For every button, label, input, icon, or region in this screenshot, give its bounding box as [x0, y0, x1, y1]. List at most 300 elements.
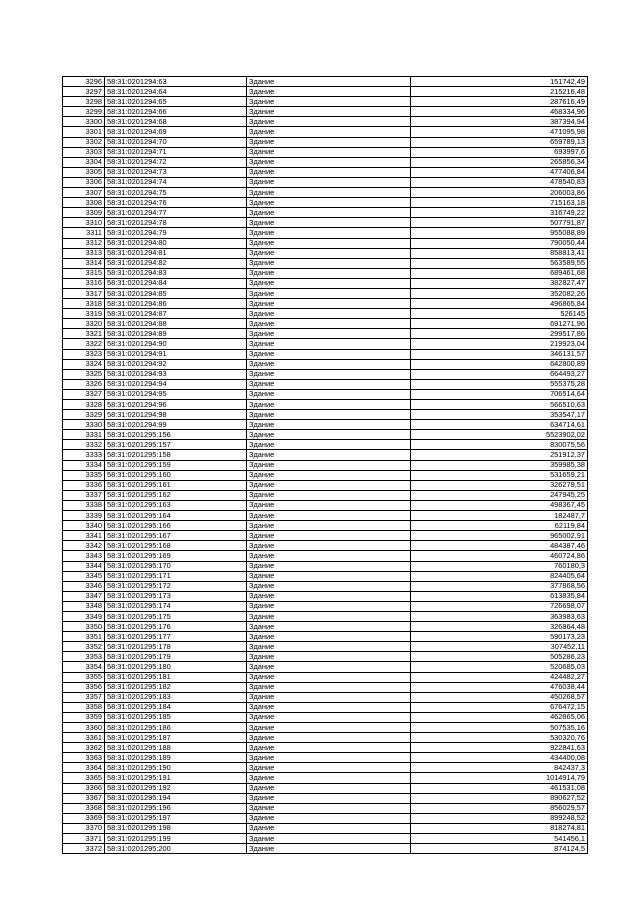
row-number: 3353: [63, 652, 105, 662]
cadastral-number: 58:31:0201294:82: [105, 258, 247, 268]
cadastral-number: 58:31:0201294:71: [105, 147, 247, 157]
cadastral-value: 299517,86: [411, 329, 588, 339]
object-type: Здание: [247, 400, 411, 410]
cadastral-number: 58:31:0201295:186: [105, 723, 247, 733]
object-type: Здание: [247, 369, 411, 379]
cadastral-number: 58:31:0201295:180: [105, 662, 247, 672]
row-number: 3366: [63, 783, 105, 793]
table-row: [63, 359, 588, 369]
cadastral-value: 507791,87: [411, 218, 588, 228]
row-number: 3325: [63, 369, 105, 379]
cadastral-value: 496865,84: [411, 299, 588, 309]
cadastral-number: 58:31:0201295:178: [105, 642, 247, 652]
table-row: [63, 248, 588, 258]
cadastral-number: 58:31:0201295:162: [105, 490, 247, 500]
cadastral-value: 505286,23: [411, 652, 588, 662]
cadastral-number: 58:31:0201295:200: [105, 844, 247, 854]
table-row: [63, 733, 588, 743]
cadastral-number: 58:31:0201295:196: [105, 803, 247, 813]
row-number: 3368: [63, 803, 105, 813]
object-type: Здание: [247, 763, 411, 773]
cadastral-number: 58:31:0201295:167: [105, 531, 247, 541]
table-row: [63, 813, 588, 823]
cadastral-number: 58:31:0201295:182: [105, 682, 247, 692]
row-number: 3327: [63, 389, 105, 399]
row-number: 3363: [63, 753, 105, 763]
cadastral-number: 58:31:0201295:175: [105, 611, 247, 621]
table-row: [63, 107, 588, 117]
table-row: [63, 541, 588, 551]
cadastral-number: 58:31:0201295:194: [105, 793, 247, 803]
cadastral-number: 58:31:0201295:181: [105, 672, 247, 682]
cadastral-value: 642800,89: [411, 359, 588, 369]
table-row: [63, 551, 588, 561]
row-number: 3339: [63, 511, 105, 521]
cadastral-number: 58:31:0201295:156: [105, 430, 247, 440]
object-type: Здание: [247, 622, 411, 632]
row-number: 3299: [63, 107, 105, 117]
object-type: Здание: [247, 480, 411, 490]
object-type: Здание: [247, 188, 411, 198]
object-type: Здание: [247, 672, 411, 682]
row-number: 3370: [63, 823, 105, 833]
cadastral-number: 58:31:0201295:171: [105, 571, 247, 581]
table-row: [63, 753, 588, 763]
object-type: Здание: [247, 712, 411, 722]
row-number: 3307: [63, 188, 105, 198]
data-sheet: [62, 76, 587, 854]
cadastral-value: 858813,41: [411, 248, 588, 258]
cadastral-number: 58:31:0201294:79: [105, 228, 247, 238]
table-row: [63, 349, 588, 359]
object-type: Здание: [247, 410, 411, 420]
row-number: 3315: [63, 268, 105, 278]
cadastral-number: 58:31:0201294:88: [105, 319, 247, 329]
object-type: Здание: [247, 844, 411, 854]
cadastral-number: 58:31:0201295:177: [105, 632, 247, 642]
cadastral-value: 247945,25: [411, 490, 588, 500]
object-type: Здание: [247, 309, 411, 319]
cadastral-value: 434400,08: [411, 753, 588, 763]
table-row: [63, 400, 588, 410]
table-row: [63, 420, 588, 430]
cadastral-number: 58:31:0201294:86: [105, 299, 247, 309]
cadastral-value: 890627,52: [411, 793, 588, 803]
cadastral-number: 58:31:0201295:184: [105, 702, 247, 712]
cadastral-number: 58:31:0201295:189: [105, 753, 247, 763]
table-row: [63, 278, 588, 288]
object-type: Здание: [247, 753, 411, 763]
row-number: 3349: [63, 611, 105, 621]
table-row: [63, 268, 588, 278]
row-number: 3358: [63, 702, 105, 712]
row-number: 3328: [63, 400, 105, 410]
cadastral-value: 206003,86: [411, 188, 588, 198]
row-number: 3347: [63, 591, 105, 601]
object-type: Здание: [247, 611, 411, 621]
cadastral-value: 387394,94: [411, 117, 588, 127]
table-row: [63, 460, 588, 470]
table-row: [63, 743, 588, 753]
cadastral-number: 58:31:0201294:66: [105, 107, 247, 117]
table-row: [63, 682, 588, 692]
cadastral-value: 265856,34: [411, 157, 588, 167]
table-row: [63, 652, 588, 662]
cadastral-value: 182487,7: [411, 511, 588, 521]
cadastral-value: 353547,17: [411, 410, 588, 420]
cadastral-value: 664493,27: [411, 369, 588, 379]
table-row: [63, 299, 588, 309]
row-number: 3348: [63, 601, 105, 611]
table-row: [63, 712, 588, 722]
table-row: [63, 611, 588, 621]
table-row: [63, 793, 588, 803]
row-number: 3344: [63, 561, 105, 571]
cadastral-number: 58:31:0201294:80: [105, 238, 247, 248]
row-number: 3350: [63, 622, 105, 632]
object-type: Здание: [247, 632, 411, 642]
object-type: Здание: [247, 339, 411, 349]
cadastral-value: 5523902,02: [411, 430, 588, 440]
row-number: 3355: [63, 672, 105, 682]
cadastral-number: 58:31:0201295:160: [105, 470, 247, 480]
row-number: 3310: [63, 218, 105, 228]
object-type: Здание: [247, 561, 411, 571]
row-number: 3302: [63, 137, 105, 147]
object-type: Здание: [247, 167, 411, 177]
object-type: Здание: [247, 662, 411, 672]
cadastral-value: 566510,63: [411, 400, 588, 410]
object-type: Здание: [247, 743, 411, 753]
cadastral-value: 462865,06: [411, 712, 588, 722]
row-number: 3361: [63, 733, 105, 743]
cadastral-value: 460724,86: [411, 551, 588, 561]
table-row: [63, 823, 588, 833]
table-row: [63, 87, 588, 97]
table-row: [63, 571, 588, 581]
row-number: 3316: [63, 278, 105, 288]
object-type: Здание: [247, 591, 411, 601]
cadastral-value: 634714,61: [411, 420, 588, 430]
table-row: [63, 450, 588, 460]
table-row: [63, 601, 588, 611]
table-row: [63, 208, 588, 218]
cadastral-value: 468334,96: [411, 107, 588, 117]
table-row: [63, 511, 588, 521]
row-number: 3359: [63, 712, 105, 722]
object-type: Здание: [247, 834, 411, 844]
table-row: [63, 622, 588, 632]
cadastral-number: 58:31:0201295:172: [105, 581, 247, 591]
table-row: [63, 763, 588, 773]
object-type: Здание: [247, 430, 411, 440]
object-type: Здание: [247, 531, 411, 541]
table-row: [63, 137, 588, 147]
row-number: 3304: [63, 157, 105, 167]
cadastral-value: 526145: [411, 309, 588, 319]
row-number: 3317: [63, 288, 105, 298]
table-row: [63, 288, 588, 298]
object-type: Здание: [247, 349, 411, 359]
object-type: Здание: [247, 87, 411, 97]
table-row: [63, 561, 588, 571]
table-row: [63, 500, 588, 510]
object-type: Здание: [247, 490, 411, 500]
cadastral-number: 58:31:0201294:87: [105, 309, 247, 319]
cadastral-number: 58:31:0201295:161: [105, 480, 247, 490]
cadastral-value: 287616,49: [411, 97, 588, 107]
cadastral-value: 706514,64: [411, 389, 588, 399]
row-number: 3351: [63, 632, 105, 642]
row-number: 3313: [63, 248, 105, 258]
row-number: 3322: [63, 339, 105, 349]
cadastral-number: 58:31:0201294:76: [105, 198, 247, 208]
row-number: 3319: [63, 309, 105, 319]
cadastral-number: 58:31:0201295:174: [105, 601, 247, 611]
cadastral-number: 58:31:0201294:65: [105, 97, 247, 107]
table-row: [63, 329, 588, 339]
table-row: [63, 642, 588, 652]
object-type: Здание: [247, 137, 411, 147]
table-row: [63, 440, 588, 450]
cadastral-number: 58:31:0201294:89: [105, 329, 247, 339]
row-number: 3331: [63, 430, 105, 440]
object-type: Здание: [247, 793, 411, 803]
row-number: 3336: [63, 480, 105, 490]
row-number: 3306: [63, 177, 105, 187]
cadastral-number: 58:31:0201294:81: [105, 248, 247, 258]
table-row: [63, 480, 588, 490]
cadastral-value: 476038,44: [411, 682, 588, 692]
cadastral-value: 830075,56: [411, 440, 588, 450]
row-number: 3345: [63, 571, 105, 581]
row-number: 3308: [63, 198, 105, 208]
row-number: 3311: [63, 228, 105, 238]
table-row: [63, 127, 588, 137]
row-number: 3329: [63, 410, 105, 420]
row-number: 3318: [63, 299, 105, 309]
table-row: [63, 834, 588, 844]
table-row: [63, 490, 588, 500]
row-number: 3309: [63, 208, 105, 218]
object-type: Здание: [247, 450, 411, 460]
table-row: [63, 369, 588, 379]
object-type: Здание: [247, 359, 411, 369]
table-row: [63, 238, 588, 248]
table-row: [63, 430, 588, 440]
cadastral-number: 58:31:0201295:169: [105, 551, 247, 561]
table-row: [63, 218, 588, 228]
cadastral-value: 498367,45: [411, 500, 588, 510]
row-number: 3326: [63, 379, 105, 389]
cadastral-number: 58:31:0201294:93: [105, 369, 247, 379]
table-row: [63, 258, 588, 268]
row-number: 3365: [63, 773, 105, 783]
cadastral-value: 676472,15: [411, 702, 588, 712]
cadastral-value: 382827,47: [411, 278, 588, 288]
cadastral-value: 899248,52: [411, 813, 588, 823]
object-type: Здание: [247, 723, 411, 733]
cadastral-number: 58:31:0201294:95: [105, 389, 247, 399]
table-row: [63, 228, 588, 238]
cadastral-value: 219923,04: [411, 339, 588, 349]
cadastral-number: 58:31:0201294:84: [105, 278, 247, 288]
cadastral-value: 424482,27: [411, 672, 588, 682]
row-number: 3338: [63, 500, 105, 510]
row-number: 3314: [63, 258, 105, 268]
object-type: Здание: [247, 228, 411, 238]
cadastral-number: 58:31:0201295:183: [105, 692, 247, 702]
row-number: 3335: [63, 470, 105, 480]
table-row: [63, 339, 588, 349]
cadastral-value: 531659,21: [411, 470, 588, 480]
cadastral-number: 58:31:0201294:83: [105, 268, 247, 278]
cadastral-value: 693997,6: [411, 147, 588, 157]
table-row: [63, 177, 588, 187]
cadastral-number: 58:31:0201295:173: [105, 591, 247, 601]
cadastral-number: 58:31:0201294:96: [105, 400, 247, 410]
object-type: Здание: [247, 813, 411, 823]
cadastral-number: 58:31:0201294:99: [105, 420, 247, 430]
row-number: 3300: [63, 117, 105, 127]
table-row: [63, 773, 588, 783]
object-type: Здание: [247, 107, 411, 117]
cadastral-value: 477406,84: [411, 167, 588, 177]
cadastral-value: 251912,37: [411, 450, 588, 460]
row-number: 3337: [63, 490, 105, 500]
cadastral-value: 563589,55: [411, 258, 588, 268]
row-number: 3334: [63, 460, 105, 470]
cadastral-value: 346131,57: [411, 349, 588, 359]
object-type: Здание: [247, 682, 411, 692]
object-type: Здание: [247, 299, 411, 309]
table-row: [63, 470, 588, 480]
object-type: Здание: [247, 511, 411, 521]
cadastral-number: 58:31:0201294:78: [105, 218, 247, 228]
cadastral-value: 151742,49: [411, 77, 588, 87]
row-number: 3354: [63, 662, 105, 672]
row-number: 3343: [63, 551, 105, 561]
cadastral-number: 58:31:0201294:94: [105, 379, 247, 389]
object-type: Здание: [247, 551, 411, 561]
table-row: [63, 188, 588, 198]
cadastral-number: 58:31:0201295:164: [105, 511, 247, 521]
cadastral-value: 359985,38: [411, 460, 588, 470]
cadastral-value: 856029,57: [411, 803, 588, 813]
cadastral-number: 58:31:0201295:170: [105, 561, 247, 571]
cadastral-number: 58:31:0201294:77: [105, 208, 247, 218]
row-number: 3352: [63, 642, 105, 652]
cadastral-value: 760180,3: [411, 561, 588, 571]
row-number: 3324: [63, 359, 105, 369]
object-type: Здание: [247, 440, 411, 450]
cadastral-value: 450268,57: [411, 692, 588, 702]
row-number: 3301: [63, 127, 105, 137]
cadastral-value: 215216,48: [411, 87, 588, 97]
row-number: 3312: [63, 238, 105, 248]
row-number: 3305: [63, 167, 105, 177]
table-row: [63, 198, 588, 208]
cadastral-value: 715163,18: [411, 198, 588, 208]
cadastral-number: 58:31:0201295:192: [105, 783, 247, 793]
cadastral-number: 58:31:0201295:198: [105, 823, 247, 833]
cadastral-value: 530320,76: [411, 733, 588, 743]
cadastral-number: 58:31:0201294:90: [105, 339, 247, 349]
cadastral-number: 58:31:0201294:69: [105, 127, 247, 137]
table-row: [63, 702, 588, 712]
object-type: Здание: [247, 521, 411, 531]
cadastral-number: 58:31:0201295:157: [105, 440, 247, 450]
cadastral-value: 377868,56: [411, 581, 588, 591]
cadastral-number: 58:31:0201294:63: [105, 77, 247, 87]
cadastral-table: [62, 76, 588, 854]
row-number: 3360: [63, 723, 105, 733]
object-type: Здание: [247, 823, 411, 833]
cadastral-value: 326864,48: [411, 622, 588, 632]
table-row: [63, 723, 588, 733]
object-type: Здание: [247, 319, 411, 329]
cadastral-number: 58:31:0201295:188: [105, 743, 247, 753]
object-type: Здание: [247, 258, 411, 268]
row-number: 3298: [63, 97, 105, 107]
cadastral-number: 58:31:0201294:72: [105, 157, 247, 167]
object-type: Здание: [247, 692, 411, 702]
object-type: Здание: [247, 208, 411, 218]
row-number: 3341: [63, 531, 105, 541]
row-number: 3357: [63, 692, 105, 702]
object-type: Здание: [247, 803, 411, 813]
row-number: 3346: [63, 581, 105, 591]
row-number: 3362: [63, 743, 105, 753]
cadastral-value: 1014914,79: [411, 773, 588, 783]
cadastral-number: 58:31:0201294:74: [105, 177, 247, 187]
object-type: Здание: [247, 278, 411, 288]
table-row: [63, 319, 588, 329]
cadastral-value: 62119,84: [411, 521, 588, 531]
cadastral-number: 58:31:0201294:70: [105, 137, 247, 147]
cadastral-value: 590173,23: [411, 632, 588, 642]
table-row: [63, 581, 588, 591]
row-number: 3342: [63, 541, 105, 551]
object-type: Здание: [247, 329, 411, 339]
row-number: 3332: [63, 440, 105, 450]
row-number: 3372: [63, 844, 105, 854]
cadastral-number: 58:31:0201295:166: [105, 521, 247, 531]
cadastral-number: 58:31:0201295:179: [105, 652, 247, 662]
row-number: 3367: [63, 793, 105, 803]
object-type: Здание: [247, 541, 411, 551]
object-type: Здание: [247, 198, 411, 208]
table-row: [63, 147, 588, 157]
object-type: Здание: [247, 157, 411, 167]
row-number: 3321: [63, 329, 105, 339]
table-row: [63, 77, 588, 87]
cadastral-number: 58:31:0201295:191: [105, 773, 247, 783]
cadastral-number: 58:31:0201295:197: [105, 813, 247, 823]
cadastral-value: 824405,64: [411, 571, 588, 581]
cadastral-number: 58:31:0201294:91: [105, 349, 247, 359]
cadastral-value: 555375,28: [411, 379, 588, 389]
cadastral-number: 58:31:0201295:187: [105, 733, 247, 743]
row-number: 3364: [63, 763, 105, 773]
cadastral-value: 955088,89: [411, 228, 588, 238]
cadastral-number: 58:31:0201295:159: [105, 460, 247, 470]
row-number: 3371: [63, 834, 105, 844]
cadastral-value: 659789,13: [411, 137, 588, 147]
table-row: [63, 167, 588, 177]
cadastral-value: 922841,63: [411, 743, 588, 753]
table-row: [63, 783, 588, 793]
